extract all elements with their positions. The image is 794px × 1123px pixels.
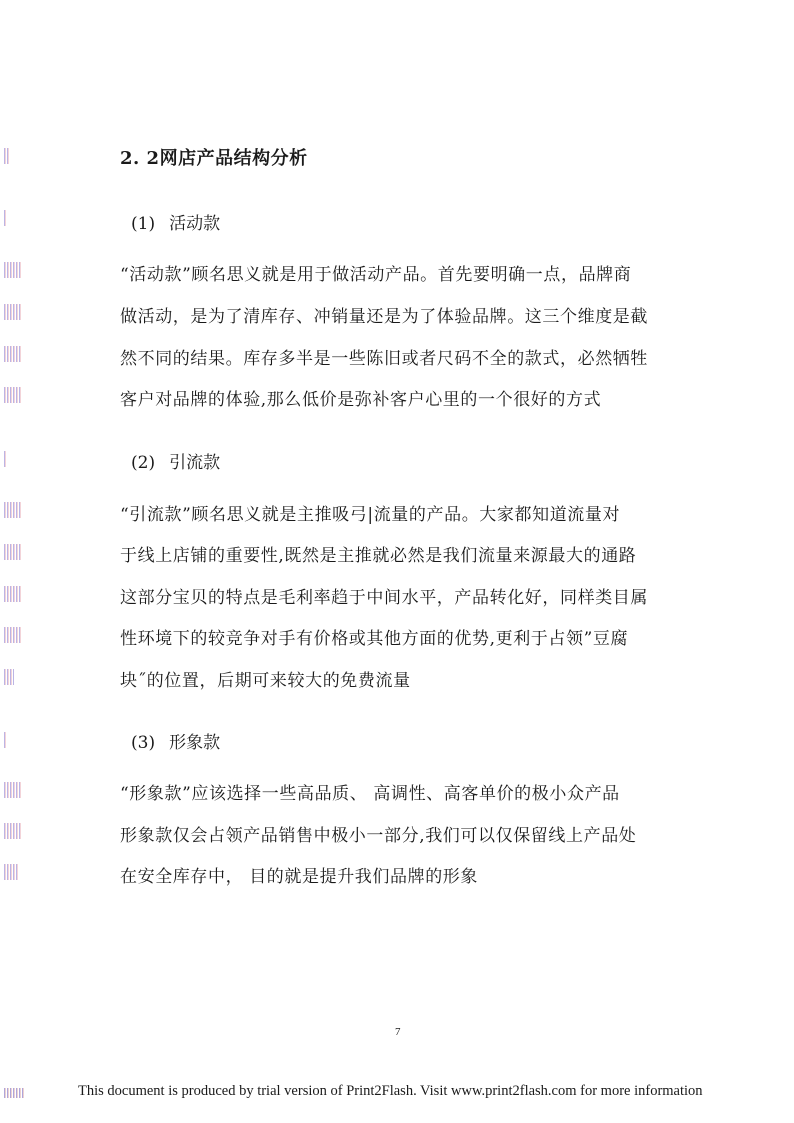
paragraph-line: 做活动，是为了清库存、冲销量还是为了体验品牌。这三个维度是截: [120, 307, 648, 327]
margin-artifact: [4, 544, 22, 560]
margin-artifact: [4, 823, 22, 839]
paragraph-line: 块˝的位置，后期可来较大的免费流量: [120, 671, 411, 691]
subsection-number: (1): [131, 214, 156, 234]
margin-artifact: [4, 732, 7, 748]
margin-artifact: [4, 782, 22, 798]
margin-artifact: [4, 346, 22, 362]
page-number: 7: [395, 1026, 401, 1038]
subsection-label: 活动款: [169, 214, 221, 234]
subsection-title-traffic: [131, 448, 220, 473]
paragraph-line: 这部分宝贝的特点是毛利率趋于中间水平，产品转化好，同样类目属: [120, 588, 648, 608]
subsection-title-activity: [131, 209, 220, 234]
margin-artifact: [4, 502, 22, 518]
margin-artifact: [4, 864, 18, 880]
paragraph-line: 在安全库存中， 目的就是提升我们品牌的形象: [120, 867, 479, 887]
margin-artifact: [4, 586, 22, 602]
trial-footer-notice: This document is produced by trial version of Print2Flash. Visit www.print2flash.com for more information: [78, 1083, 703, 1099]
margin-artifact: [4, 451, 7, 467]
margin-artifact: [4, 387, 22, 403]
subsection-title-image: [131, 728, 220, 753]
paragraph-line: 于线上店铺的重要性,既然是主推就必然是我们流量来源最大的通路: [120, 546, 637, 566]
paragraph-line: 客户对品牌的体验,那么低价是弥补客户心里的一个很好的方式: [120, 390, 602, 410]
paragraph-line: “活动款”顾名思义就是用于做活动产品。首先要明确一点，品牌商: [120, 265, 632, 285]
subsection-label: 引流款: [169, 453, 221, 473]
footer-artifact: [4, 1088, 24, 1098]
section-heading: 2. 2网店产品结构分析: [120, 148, 308, 169]
margin-artifact: [4, 304, 22, 320]
margin-artifact: [4, 210, 7, 226]
margin-artifact: [4, 669, 14, 685]
paragraph-line: “引流款”顾名思义就是主推吸弓|流量的产品。大家都知道流量对: [120, 505, 621, 525]
paragraph-line: 性环境下的较竞争对手有价格或其他方面的优势,更利于占领”豆腐: [120, 629, 629, 649]
paragraph-line: “形象款”应该选择一些高品质、 高调性、高客单价的极小众产品: [120, 784, 620, 804]
subsection-number: (2): [131, 453, 156, 473]
margin-artifact: [4, 627, 22, 643]
margin-artifact: [4, 262, 22, 278]
margin-artifact: [4, 148, 10, 164]
paragraph-line: 然不同的结果。库存多半是一些陈旧或者尺码不全的款式，必然牺牲: [120, 349, 648, 369]
subsection-number: (3): [131, 733, 156, 753]
subsection-label: 形象款: [169, 733, 221, 753]
paragraph-line: 形象款仅会占领产品销售中极小一部分,我们可以仅保留线上产品处: [120, 826, 637, 846]
